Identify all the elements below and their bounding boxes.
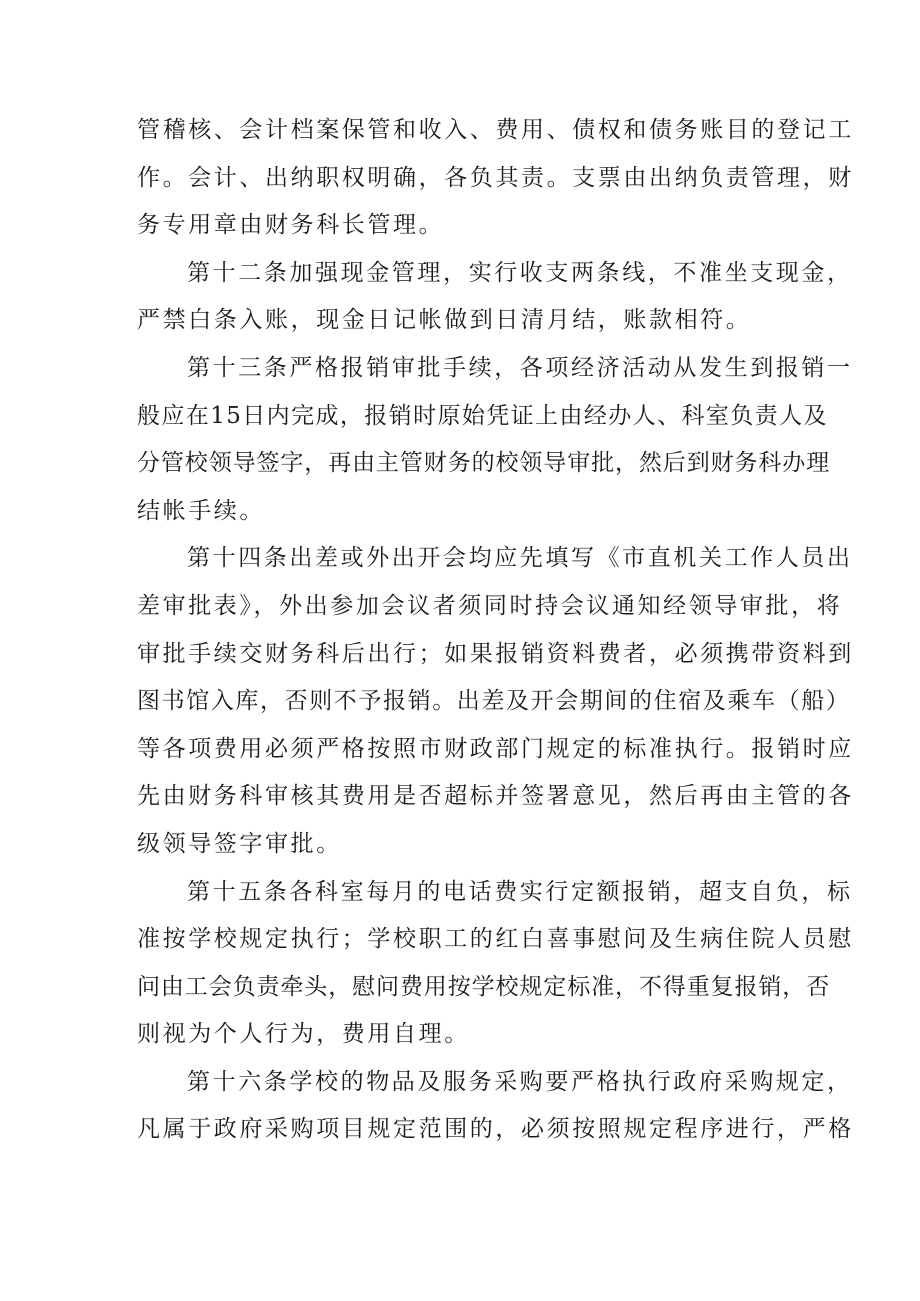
text-line: 严禁白条入账，现金日记帐做到日清月结，账款相符。 [137,307,752,334]
text-line: 图书馆入库，否则不予报销。出差及开会期间的住宿及乘车（船） [137,688,851,715]
text-line: 先由财务科审核其费用是否超标并签署意见，然后再由主管的各 [137,783,854,810]
text-line: 审批手续交财务科后出行；如果报销资料费者，必须携带资料到 [137,640,854,667]
text-line: 则视为个人行为，费用自理。 [137,1021,470,1048]
body-text [137,107,854,1154]
text-line: 结帐手续。 [137,497,265,524]
text-line: 级领导签字审批。 [137,830,342,857]
text-line: 第十五条各科室每月的电话费实行定额报销，超支自负，标 [187,878,853,905]
text-line: 分管校领导签字，再由主管财务的校领导审批，然后到财务科办理 [137,450,831,477]
text-line: 第十二条加强现金管理，实行收支两条线，不准坐支现金， [187,259,853,286]
text-line: 第十四条出差或外出开会均应先填写《市直机关工作人员出 [187,545,853,572]
text-line: 作。会计、出纳职权明确，各负其责。支票由出纳负责管理，财 [137,164,854,191]
text-line: 般应在15日内完成，报销时原始凭证上由经办人、科室负责人及 [137,402,828,429]
text-line: 务专用章由财务科长管理。 [137,212,445,239]
text-line: 凡属于政府采购项目规定范围的，必须按照规定程序进行，严格 [137,1116,854,1143]
text-line: 管稽核、会计档案保管和收入、费用、债权和债务账目的登记工 [137,117,854,143]
text-line: 问由工会负责牵头，慰问费用按学校规定标准，不得重复报销，否 [137,973,831,1000]
text-line: 第十三条严格报销审批手续，各项经济活动从发生到报销一 [187,354,853,381]
text-line: 准按学校规定执行；学校职工的红白喜事慰问及生病住院人员慰 [137,926,854,953]
text-line: 等各项费用必须严格按照市财政部门规定的标准执行。报销时应 [137,735,854,762]
text-line: 差审批表》，外出参加会议者须同时持会议通知经领导审批，将 [137,592,843,619]
text-line: 第十六条学校的物品及服务采购要严格执行政府采购规定， [187,1068,853,1095]
